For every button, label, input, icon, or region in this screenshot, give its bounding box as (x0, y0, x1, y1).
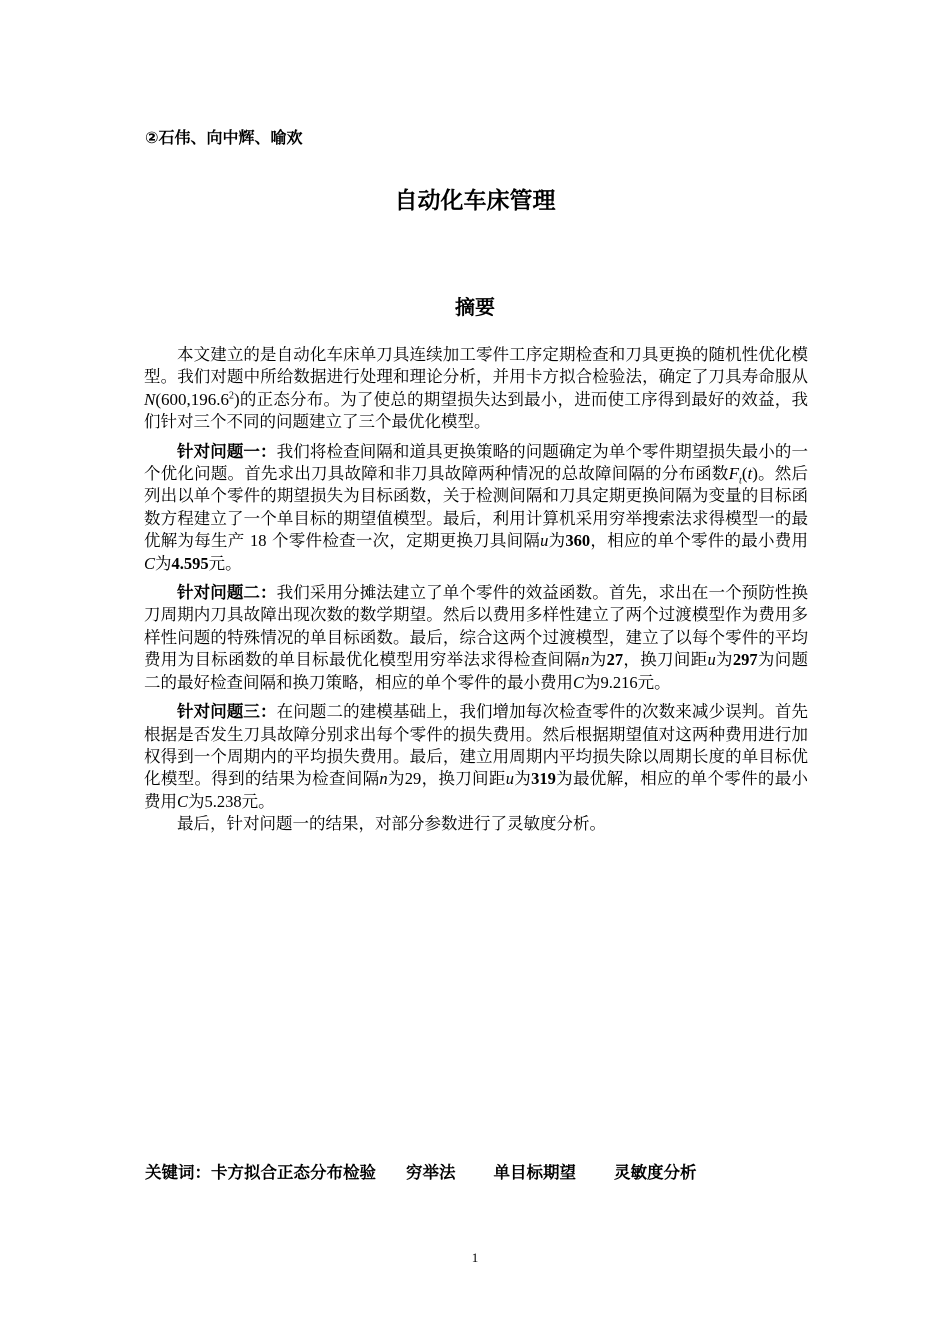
abstract-p2-text-c: 个零件检查一次，定期更换刀具间隔 (266, 531, 541, 551)
problem-1-c-value: 4.595 (171, 553, 209, 573)
abstract-p2-text-g: 元。 (208, 553, 242, 573)
problem-1-n-value: 18 (250, 531, 267, 551)
abstract-p3-text-a: 我们采用分摊法建立了单个零件的效益函数。首先，求出在一个预防性换刀周期内刀具故障出现次数的数学期望。然后以费用多样性建立了两个过渡模型作为费用多样性问题的特殊情况的单目标函数。最后，综合这两个过渡模型，建立了以每个零件的平均费用为目标函数的单目标最优化模型用穷举法求得检查间隔 (144, 583, 809, 670)
problem-2-u-value: 297 (732, 650, 758, 670)
problem-3-lead: 针对问题三： (177, 702, 277, 722)
abstract-p3-text-f: 为 (584, 672, 601, 692)
formula-n-symbol: N (144, 389, 156, 409)
abstract-p4-text-f: 为 (188, 791, 205, 811)
formula-exponent: 2 (229, 390, 235, 402)
problem-2-lead: 针对问题二： (177, 583, 277, 603)
abstract-p3-text-d: 为 (715, 650, 733, 670)
abstract-heading: 摘要 (455, 295, 495, 319)
abstract-paragraph-4 (144, 701, 808, 813)
keyword-item: 穷举法 (406, 1163, 456, 1182)
problem-3-u-value: 319 (531, 769, 556, 789)
keywords-label: 关键词： (145, 1163, 211, 1182)
abstract-p4-text-c: ，换刀间距 (421, 769, 506, 789)
problem-2-c-value: 9.216 (600, 672, 638, 692)
formula-f-subscript: t (739, 475, 742, 487)
problem-1-lead: 针对问题一： (177, 441, 277, 461)
abstract-p2-text-a: 我们将检查间隔和道具更换策略的问题确定为单个零件期望损失最小的一个优化问题。首先求出刀具故障和非刀具故障两种情况的总故障间隔的分布函数 (144, 441, 809, 484)
n-symbol: n (581, 650, 590, 670)
normal-distribution-formula: N(600,196.6$^2$) (144, 389, 240, 409)
keyword-item: 灵敏度分析 (614, 1163, 697, 1182)
abstract-p3-text-c: ，换刀间距 (623, 650, 708, 670)
abstract-paragraph-1 (144, 344, 808, 434)
abstract-body (144, 344, 808, 836)
abstract-paragraph-5: 最后，针对问题一的结果，对部分参数进行了灵敏度分析。 (177, 814, 606, 834)
abstract-p2-text-b: 。然后列出以单个零件的期望损失为目标函数，关于检测间隔和刀具定期更换间隔为变量的目标函数方程建立了一个单目标的期望值模型。最后，利用计算机采用穷举搜索法求得模型一的最优解为每生产 (144, 464, 809, 551)
abstract-p3-text-e: 为问题二的最好检查间隔和换刀策略，相应的单个零件的最小费用 (144, 650, 809, 692)
page-number: 1 (471, 1250, 479, 1265)
keyword-item: 单目标期望 (493, 1163, 576, 1182)
abstract-p3-text-g: 元。 (637, 672, 671, 692)
c-symbol: C (177, 791, 189, 811)
abstract-p1-text-b: 的正态分布。为了使总的期望损失达到最小，进而使工序得到最好的效益，我们针对三个不同的问题建立了三个最优化模型。 (144, 389, 808, 432)
u-symbol: u (707, 650, 716, 670)
problem-3-n-value: 29 (404, 769, 422, 789)
u-symbol: u (540, 531, 549, 551)
abstract-paragraph-3 (144, 582, 808, 694)
formula-params: 600,196.6 (161, 389, 230, 409)
abstract-p4-text-a: 在问题二的建模基础上，我们增加每次检查零件的次数来减少误判。首先根据是否发生刀具故障分别求出每个零件的损失费用。然后根据期望值对这两种费用进行加权得到一个周期内的平均损失费用。最后，建立用周期内平均损失除以周期长度的单目标优化模型。得到的结果为检查间隔 (144, 702, 809, 789)
abstract-p4-text-b: 为 (387, 769, 405, 789)
abstract-p4-text-d: 为 (513, 769, 532, 789)
keywords-line (145, 1162, 697, 1184)
abstract-p3-text-b: 为 (589, 650, 607, 670)
abstract-p1-text-a: 本文建立的是自动化车床单刀具连续加工零件工序定期检查和刀具更换的随机性优化模型。我们对题中所给数据进行处理和理论分析，并用卡方拟合检验法，确定了刀具寿命服从 (144, 345, 808, 387)
keyword-item: 卡方拟合正态分布检验 (211, 1163, 376, 1182)
abstract-p4-text-e: 为最优解，相应的单个零件的最小费用 (144, 769, 809, 811)
formula-f-argument: t (747, 464, 753, 484)
abstract-p2-text-f: 为 (155, 553, 172, 573)
abstract-p2-text-d: 为 (548, 531, 566, 551)
problem-3-c-value: 5.238 (204, 791, 242, 811)
paper-title: 自动化车床管理 (394, 188, 556, 214)
n-symbol: n (379, 769, 388, 789)
u-symbol: u (505, 769, 514, 789)
problem-2-n-value: 27 (606, 650, 624, 670)
problem-1-u-value: 360 (565, 531, 591, 551)
c-symbol: C (144, 553, 156, 573)
c-symbol: C (573, 672, 585, 692)
author-line: ②石伟、向中辉、喻欢 (145, 128, 303, 147)
abstract-p4-text-g: 元。 (241, 791, 275, 811)
distribution-function-formula: $F_t(t)$ (728, 464, 758, 487)
abstract-p2-text-e: ，相应的单个零件的最小费用 (590, 531, 809, 551)
formula-f-symbol: F (728, 464, 740, 484)
abstract-paragraph-2 (144, 441, 808, 575)
